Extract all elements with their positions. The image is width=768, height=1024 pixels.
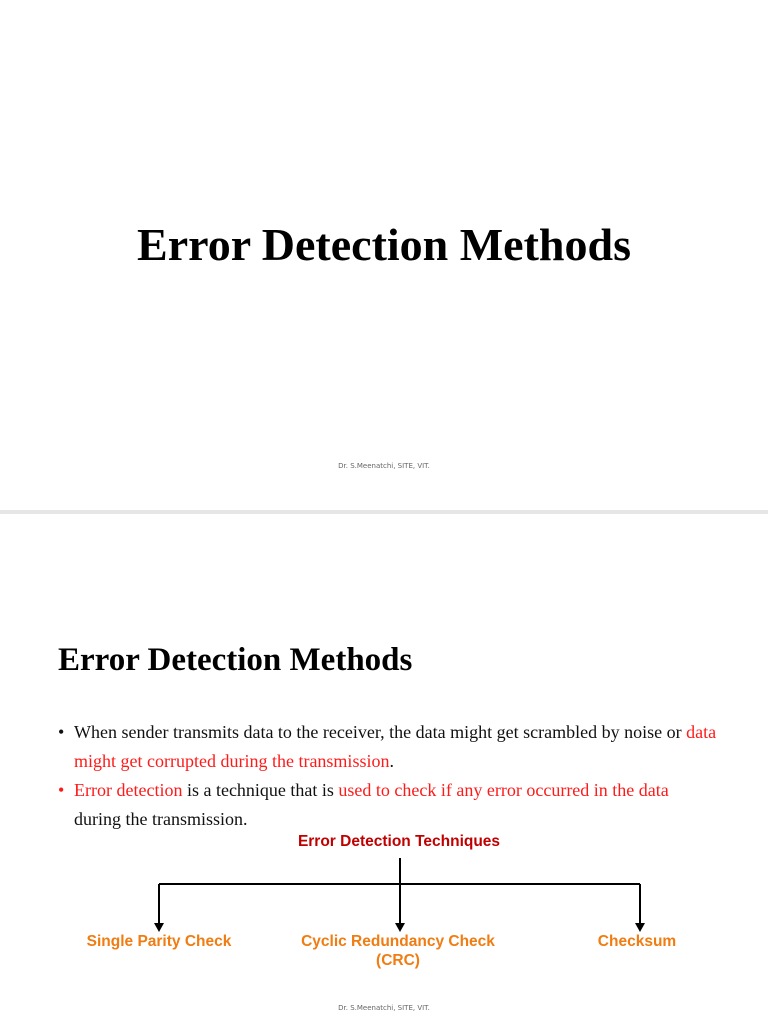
content-slide — [0, 514, 768, 1024]
bullet-text: is a technique that is — [182, 780, 339, 800]
bullet-text: When sender transmits data to the receiver, the data might get scrambled by noise or — [74, 722, 687, 742]
technique-crc: Cyclic Redundancy Check (CRC) — [301, 933, 495, 969]
bullet-item — [58, 776, 718, 834]
bullet-highlight: used to check if any error occurred in the data — [338, 780, 669, 800]
bullet-text: . — [389, 751, 394, 771]
slide-footer: Dr. S.Meenatchi, SITE, VIT. — [338, 462, 430, 470]
title-slide — [0, 0, 768, 510]
bullet-highlight: Error detection — [74, 780, 183, 800]
slide-heading: Error Detection Methods — [58, 642, 413, 678]
bullet-list — [58, 718, 718, 834]
bullet-dot-icon: • — [58, 780, 65, 800]
arrow-down-icon — [635, 923, 645, 932]
diagram-title: Error Detection Techniques — [297, 833, 501, 850]
bullet-dot-icon: • — [58, 722, 65, 742]
slide-footer: Dr. S.Meenatchi, SITE, VIT. — [338, 1004, 430, 1012]
slide-title: Error Detection Methods — [137, 219, 631, 270]
arrow-down-icon — [154, 923, 164, 932]
techniques-diagram — [0, 830, 768, 980]
arrow-down-icon — [395, 923, 405, 932]
bullet-item — [58, 718, 718, 776]
bullet-text: during the transmission. — [74, 809, 248, 829]
technique-single-parity: Single Parity Check — [86, 933, 232, 950]
technique-checksum: Checksum — [597, 933, 677, 950]
bullet-highlight: data might get corrupted during the transmission — [74, 722, 717, 771]
